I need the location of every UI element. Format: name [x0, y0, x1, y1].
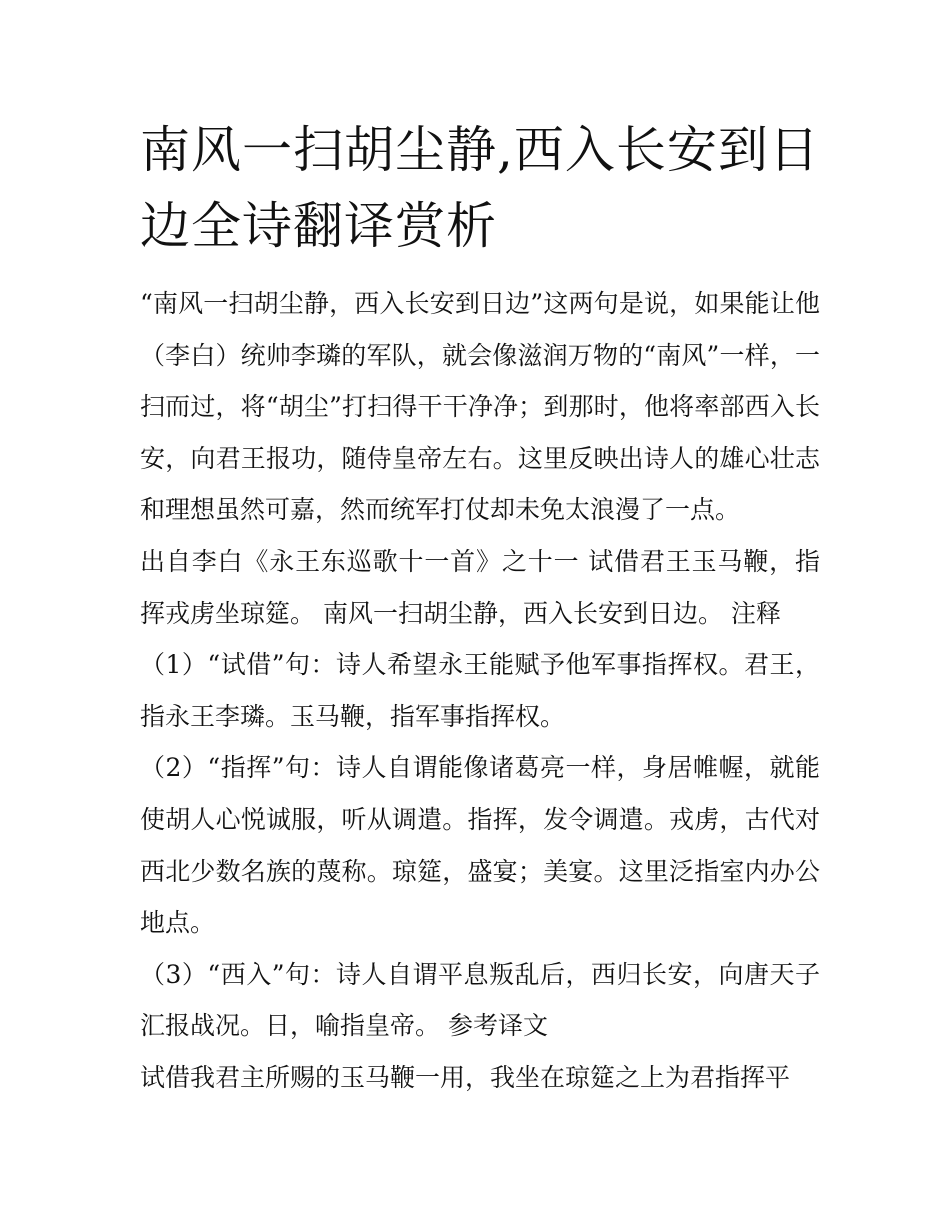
paragraph-source-poem: 出自李白《永王东巡歌十一首》之十一 试借君王玉马鞭，指挥戎虏坐琼筵。 南风一扫胡尘静，西入长安到日边。 注释: [140, 546, 820, 628]
paragraph-explanation: “南风一扫胡尘静，西入长安到日边”这两句是说，如果能让他（李白）统帅李璘的军队，就会像滋润万物的“南风”一样，一扫而过，将“胡尘”打扫得干干净净；到那时，他将率部西入长安，向君王报功，随侍皇帝左右。这里反映出诗人的雄心壮志和理想虽然可嘉，然而统军打仗却未免太浪漫了一点。: [140, 289, 820, 525]
paragraph-note-1: （1）“试借”句：诗人希望永王能赋予他军事指挥权。君王，指永王李璘。玉马鞭，指军事指挥权。: [140, 650, 820, 731]
paragraph-note-2: （2）“指挥”句：诗人自谓能像诸葛亮一样，身居帷幄，就能使胡人心悦诚服，听从调遣。指挥，发令调遣。戎虏，古代对西北少数名族的蔑称。琼筵，盛宴；美宴。这里泛指室内办公地点。: [140, 753, 820, 938]
article-body: [140, 278, 820, 1104]
paragraph-note-3: （3）“西入”句：诗人自谓平息叛乱后，西归长安，向唐天子汇报战况。日，喻指皇帝。 参考译文: [140, 959, 820, 1041]
paragraph-translation: 试借我君主所赐的玉马鞭一用，我坐在琼筵之上为君指挥平: [140, 1062, 791, 1092]
page-title: 南风一扫胡尘静,西入长安到日边全诗翻译赏析: [140, 121, 820, 255]
